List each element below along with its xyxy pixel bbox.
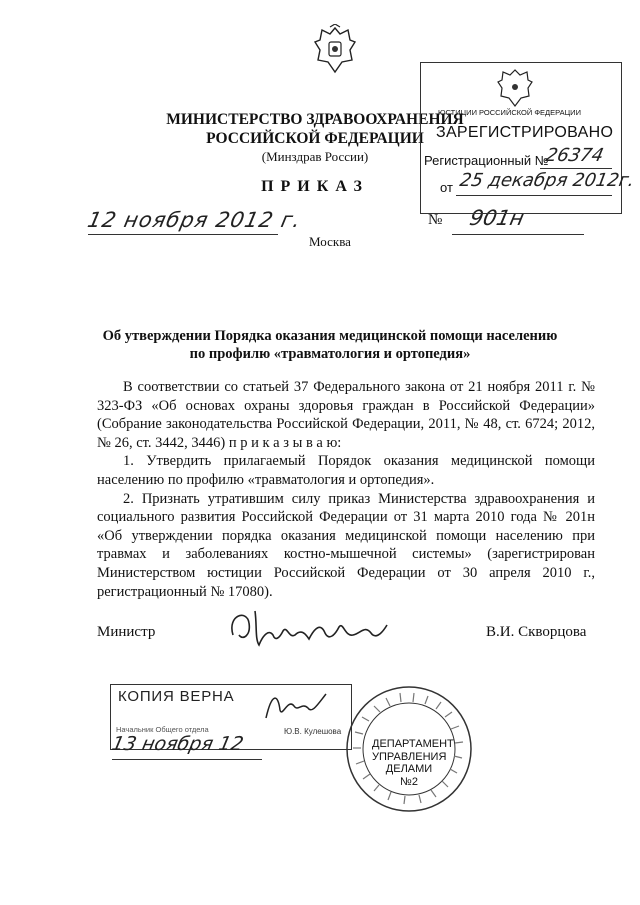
handwritten-signature bbox=[225, 605, 405, 653]
number-sign: № bbox=[428, 212, 443, 228]
stamp-date-label: от bbox=[440, 180, 453, 195]
seal-line-1: ДЕПАРТАМЕНТ bbox=[372, 738, 454, 750]
document-type: ПРИКАЗ bbox=[261, 178, 369, 195]
paragraph-item-2: 2. Признать утратившим силу приказ Министерства здравоохранения и социального развития Российской Федерации от 31 марта 2010 года № 201н «Об утверждении порядка оказания медицинской помощи населению при травмах и заболеваниях костно-мышечной системы» (зарегистрирован Министерством юстиции Российской Федерации от 30 апреля 2010 г., регистрационный № 17080). bbox=[97, 490, 595, 600]
document-body bbox=[97, 378, 595, 601]
stamp-reg-label: Регистрационный № bbox=[424, 153, 549, 168]
copy-stamp-date: 13 ноября 12 bbox=[109, 733, 246, 755]
title-line-2: по профилю «травматология и ортопедия» bbox=[189, 346, 471, 362]
paragraph-item-1: 1. Утвердить прилагаемый Порядок оказания медицинской помощи населению по профилю «травматология и ортопедия». bbox=[97, 453, 595, 488]
ministry-line-1: МИНИСТЕРСТВО ЗДРАВООХРАНЕНИЯ bbox=[166, 111, 464, 128]
document-title bbox=[95, 327, 565, 363]
coat-of-arms-emblem bbox=[312, 24, 358, 76]
ministry-short-name: (Минздрав России) bbox=[261, 149, 369, 164]
copy-stamp-title: КОПИЯ ВЕРНА bbox=[118, 688, 235, 705]
city: Москва bbox=[309, 234, 351, 249]
seal-line-4: №2 bbox=[400, 775, 418, 788]
seal-line-3: ДЕЛАМИ bbox=[385, 763, 433, 775]
stamp-reg-underline bbox=[540, 168, 612, 169]
order-date-underline bbox=[88, 234, 278, 235]
stamp-header: ЮСТИЦИИ РОССИЙСКОЙ ФЕДЕРАЦИИ bbox=[438, 108, 581, 117]
copy-stamp-name: Ю.В. Кулешова bbox=[284, 727, 342, 736]
stamp-date: 25 декабря 2012г. bbox=[458, 170, 636, 191]
seal-text bbox=[372, 738, 454, 788]
copy-date-underline bbox=[112, 759, 262, 760]
signatory-position: Министр bbox=[97, 624, 156, 640]
order-number-underline bbox=[452, 234, 584, 235]
order-number: 901н bbox=[467, 206, 527, 230]
copy-stamp-position: Начальник Общего отдела bbox=[116, 725, 209, 734]
stamp-emblem-icon bbox=[495, 66, 535, 110]
paragraph-preamble: В соответствии со статьей 37 Федерального закона от 21 ноября 2011 г. № 323-ФЗ «Об основах охраны здоровья граждан в Российской Федерации» (Собрание законодательства Российской Федерации, 2011, № 48, ст. 6724; 2012, № 26, ст. 3442, 3446) п р и к а з ы в а ю: bbox=[97, 379, 595, 451]
stamp-reg-number: 26374 bbox=[543, 145, 606, 166]
order-date: 12 ноября 2012 г. bbox=[85, 208, 304, 232]
stamp-registered: ЗАРЕГИСТРИРОВАНО bbox=[436, 124, 614, 141]
signatory-name: В.И. Скворцова bbox=[486, 624, 587, 640]
copy-signature bbox=[262, 688, 332, 724]
seal-line-2: УПРАВЛЕНИЯ bbox=[372, 750, 447, 763]
stamp-date-underline bbox=[456, 195, 612, 196]
title-line-1: Об утверждении Порядка оказания медицинской помощи населению bbox=[102, 328, 558, 344]
ministry-line-2: РОССИЙСКОЙ ФЕДЕРАЦИИ bbox=[206, 130, 424, 147]
